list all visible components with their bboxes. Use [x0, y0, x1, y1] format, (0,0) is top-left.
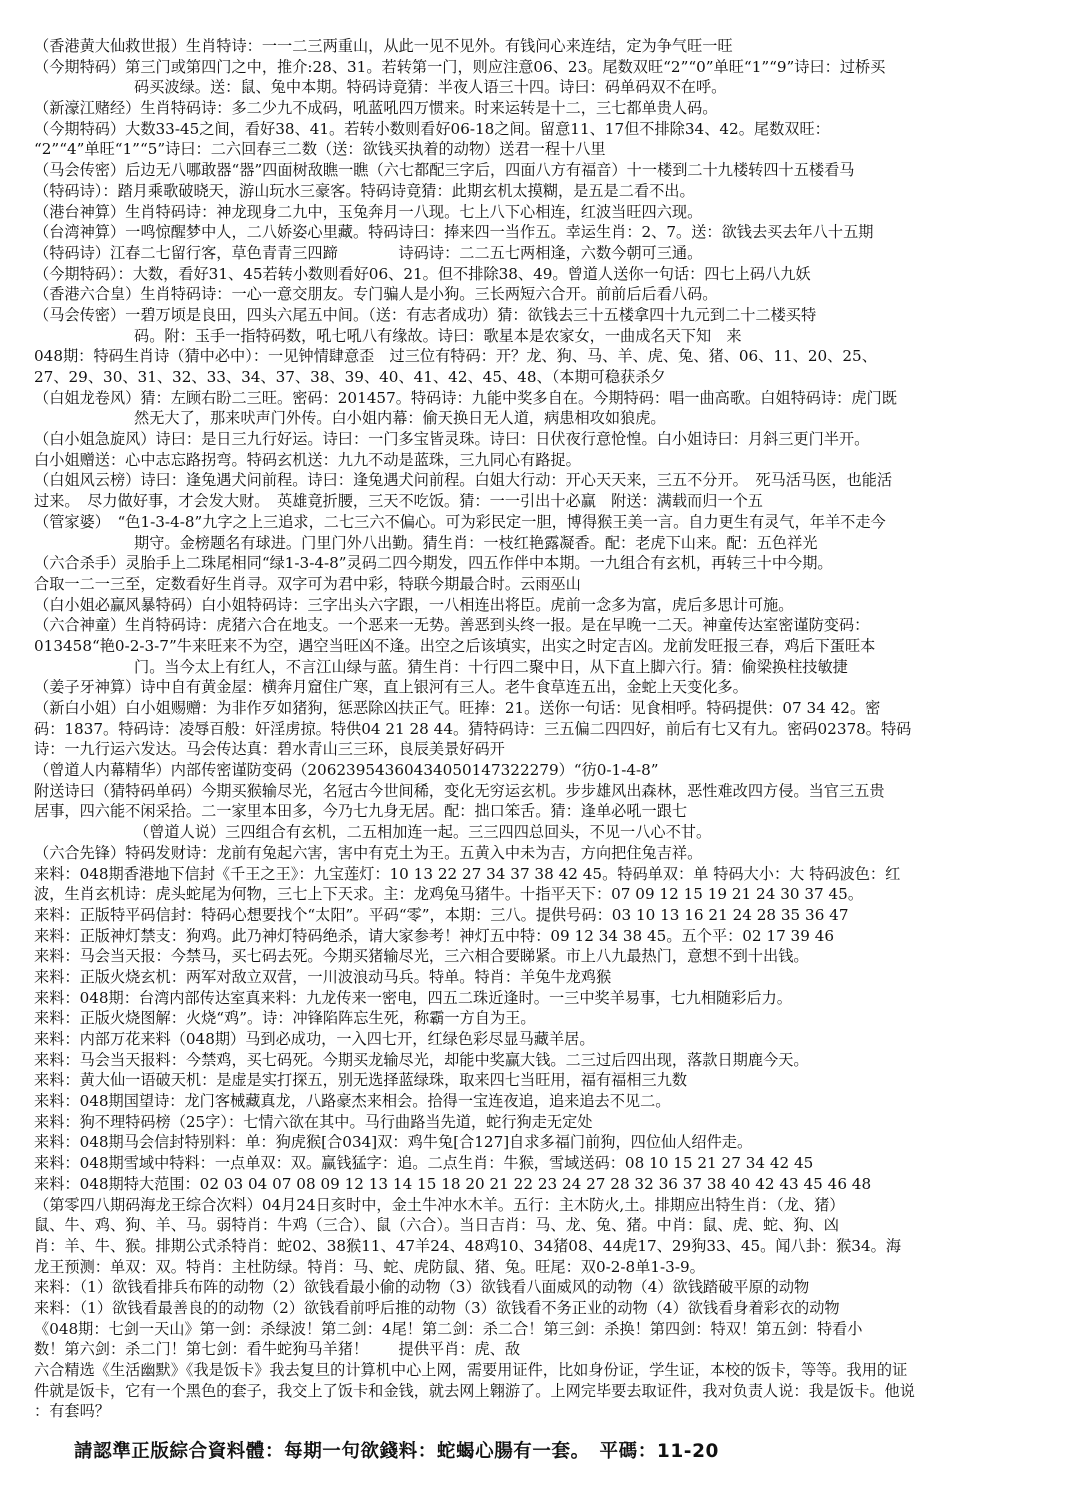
- text-line: 肖：羊、牛、猴。排期公式杀特肖：蛇02、38猴11、47羊24、48鸡10、34猪08、44虎17、29狗33、45。闻八卦：猴34。海: [34, 1236, 902, 1255]
- text-line: （白姐龙卷风）猜：左顾右盼二三旺。密码：201457。特码诗：九能中奖多自在。今期特码：唱一曲高歌。白姐特码诗：虎门既: [34, 388, 897, 407]
- text-line: （今期特码）：大数，看好31、45若转小数则看好06、21。但不排除38、49。曾道人送你一句话：四七上码八九妖: [34, 264, 811, 283]
- text-line: 来料：马会当天报料：今禁鸡，买七码死。今期买龙输尽光，却能中奖赢大钱。二三过后四出现，落款日期鹿今天。: [34, 1050, 809, 1069]
- text-line: 诗：一九行运六发达。马会传达真：碧水青山三三环，良辰美景好码开: [34, 740, 505, 759]
- text-line: 门。当今太上有红人，不言江山绿与蓝。猜生肖：十行四二聚中日，从下直上脚六行。猜：偷梁换柱技敏捷: [134, 657, 848, 676]
- text-line: 件就是饭卡，它有一个黑色的套子，我交上了饭卡和金钱，就去网上翱游了。上网完毕要去取证件，我对负责人说：我是饭卡。他说: [34, 1381, 915, 1400]
- text-line: （姜子牙神算）诗中自有黄金屋：横奔月窟住广寒，直上银河有三人。老牛食草连五出，金蛇上天变化多。: [34, 678, 748, 697]
- text-line: 来料：正版神灯禁支：狗鸡。此乃神灯特码绝杀，请大家参考！神灯五中特：09 12 34 38 45。五个平：02 17 39 46: [34, 926, 835, 945]
- text-line: “2”“4”单旺“1”“5”诗曰：二六回春三二数（送：欲钱买执着的动物）送君一程十八里: [34, 140, 606, 159]
- text-line: 来料：正版火烧玄机：两军对敌立双营，一川波浪动马兵。特单。特肖：羊兔牛龙鸡猴: [34, 967, 612, 986]
- text-line: （六合先锋）特码发财诗：龙前有兔起六害，害中有克土为王。五黄入中未为吉，方向把住兔吉祥。: [34, 843, 703, 862]
- text-line: 过来。 尽力做好事，才会发大财。 英雄竟折腰，三天不吃饭。猜：一一引出十必赢 附送：满载而归一个五: [34, 492, 763, 511]
- text-line: 来料：（1）欲钱看排兵布阵的动物（2）欲钱看最小偷的动物（3）欲钱看八面威风的动物（4）欲钱踏破平原的动物: [34, 1278, 810, 1297]
- text-line: 附送诗曰（猜特码单码）今期买猴输尽光，名冠古今世间稀，变化无穷运玄机。步步雄风出森林，恶性难改四方侵。当官三五贵: [34, 781, 885, 800]
- text-line: （曾道人说）三四组合有玄机，二五相加连一起。三三四四总回头，不见一八心不甘。: [134, 823, 712, 842]
- text-line: （六合杀手）灵胎手上二珠尾相同“绿1-3-4-8”灵码二四今期发，四五作伴中本期。一九组合有玄机，再转三十中今期。: [34, 554, 833, 573]
- text-line: 来料：048期：台湾内部传达室真来料：九龙传来一密电，四五二珠近逢时。一三中奖羊易事，七九相随彩后力。: [34, 988, 792, 1007]
- text-line: （白小姐急旋风）诗曰：是日三九行好运。诗曰：一门多宝皆灵珠。诗曰：日伏夜行意怆惶。白小姐诗曰：月斜三更门半开。: [34, 430, 870, 449]
- text-line: （港台神算）生肖特码诗：神龙现身二九中，玉兔奔月一八现。七上八下心相连，红波当旺四六现。: [34, 202, 703, 221]
- text-line: （第零四八期码海龙王综合次料）04月24日亥时中，金土牛冲水木羊。五行：主木防火,土。排期应出特生肖：（龙、猪）: [34, 1195, 845, 1214]
- text-line: 013458“艳0-2-3-7”牛来旺来不为空，遇空当旺凶不逢。出空之后该填实，出实之时定吉凶。龙前发旺报三春，鸡后下蛋旺本: [34, 636, 876, 655]
- text-line: （特码诗）江春二七留行客，草色青青三四蹄 诗码诗：二二五七两相逢，六数今朝可三通。: [34, 243, 703, 262]
- text-line: 来料：048期香港地下信封《千王之王》：九宝莲灯：10 13 22 27 34 37 38 42 45。特码单双：单 特码大小：大 特码波色：红: [34, 864, 901, 883]
- text-line: （新濠江赌经）生肖特码诗：多二少九不成码，吼蓝吼四万惯来。时来运转是十二，三七都单贵人码。: [34, 99, 718, 118]
- text-line: （特码诗）：踏月乘歌破晓天，游山玩水三豪客。特码诗竟猜：此期玄机太摸糊，是五是二看不出。: [34, 181, 695, 200]
- text-line: 然无大了，那来吠声门外传。白小姐内幕：偷天换日无人道，病患相攻如狼虎。: [134, 409, 666, 428]
- text-line: （马会传密）一碧万顷是良田，四头六尾五中间。（送：有志者成功）猜：欲钱去三十五楼拿四十九元到二十二楼买特: [34, 305, 817, 324]
- text-line: 码买波绿。送：鼠、兔中本期。特码诗竟猜：半夜人语三十四。诗曰：码单码双不在呼。: [134, 78, 727, 97]
- text-line: 数！第六剑：杀二门！第七剑：看牛蛇狗马羊猪！ 提供平肖：虎、敌: [34, 1340, 520, 1359]
- text-line: （台湾神算）一鸣惊醒梦中人，二八娇姿心里藏。特码诗曰：捧来四一当作五。幸运生肖：2、7。送：欲钱去买去年八十五期: [34, 223, 874, 242]
- text-line: （管家婆） “色1-3-4-8”九字之上三追求，二七三六不偏心。可为彩民定一胆，博得猴王美一言。自力更生有灵气，年羊不走今: [34, 512, 886, 531]
- text-line: （新白小姐）白小姐赐赠：为非作歹如猪狗，惩恶除凶扶正气。旺捧：21。送你一句话：见食相呼。特码提供：07 34 42。密: [34, 699, 881, 717]
- text-line: （香港六合皇）生肖特码诗：一心一意交朋友。专门骗人是小狗。三长两短六合开。前前后后看八码。: [34, 285, 718, 304]
- text-line: 《048期：七剑一天山》第一剑：杀绿波！第二剑：4尾！第二剑：杀二合！第三剑：杀换！第四剑：特双！第五剑：特看小: [34, 1319, 863, 1338]
- text-line: 048期：特码生肖诗（猜中必中）：一见钟情肆意歪 过三位有特码：开？龙、狗、马、羊、虎、兔、猪、06、11、20、25、: [34, 347, 877, 366]
- text-line: 鼠、牛、鸡、狗、羊、马。弱特肖：牛鸡（三合）、鼠（六合）。当日吉肖：马、龙、兔、猪。中肖：鼠、虎、蛇、狗、凶: [34, 1216, 839, 1235]
- text-line: （香港黄大仙救世报）生肖特诗：一一二三两重山，从此一见不见外。有钱问心来连结，定为争气旺一旺: [34, 37, 733, 55]
- text-line: （今期特码）大数33-45之间，看好38、41。若转小数则看好06-18之间。留意11、17但不排除34、42。尾数双旺：: [34, 119, 830, 138]
- text-line: （白小姐必赢风暴特码）白小姐特码诗：三字出头六字跟，一八相连出将臣。虎前一念多为富，虎后多思计可施。: [34, 595, 794, 614]
- text-line: 居事，四六能不闲采拾。二一家里本田多，今乃七九身无居。配：拙口笨舌。猜：逢单必吼一跟七: [34, 802, 688, 821]
- text-line: 合取一二一三至，定数看好生肖寻。双字可为君中彩，特联今期最合时。云雨巫山: [34, 574, 581, 593]
- text-line: 白小姐赠送：心中志忘路拐弯。特码玄机送：九九不动是蓝珠，三九同心有路捉。: [34, 450, 581, 469]
- text-line: （六合神童）生肖特码诗：虎猪六合在地支。一个恶来一无势。善恶到头终一报。是在早晚一二天。神童传达室密谨防变码：: [34, 616, 870, 635]
- text-line: 码。附：玉手一指特码数，吼七吼八有缘故。诗曰：歌星本是农家女，一曲成名天下知 来: [134, 326, 742, 345]
- text-line: 来料：正版特平码信封：特码心想要找个“太阳”。平码“零”，本期：三八。提供号码：03 10 13 16 21 24 28 35 36 47: [34, 905, 849, 924]
- text-line: 来料：狗不理特码榜（25字）：七情六欲在其中。马行曲路当先道，蛇行狗走无定处: [34, 1112, 593, 1131]
- text-line: 来料：048期雪域中特料：一点单双：双。赢钱猛字：追。二点生肖：牛猴，雪域送码：08 10 15 21 27 34 42 45: [34, 1154, 814, 1173]
- text-line: （马会传密）后边无八哪敢器“器”四面树敌瞧一瞧（六七都配三字后，四面八方有福音）十一楼到二十九楼转四十五楼看马: [34, 161, 855, 180]
- text-line: 来料：048期特大范围：02 03 04 07 08 09 12 13 14 15 18 20 21 22 23 24 27 28 32 36 37 38 40 42 43 45 46 48: [34, 1174, 872, 1193]
- text-line: 来料：内部万花来料（048期）马到必成功，一入四七开，红绿色彩尽显马藏羊居。: [34, 1030, 595, 1048]
- footer-banner: 請認準正版綜合資料體：每期一句欲錢料：蛇蝎心腸有一套。 平碼：11-20: [74, 1441, 720, 1462]
- text-line: （曾道人内幕精华）内部传密谨防变码（20623954360434050147322279）“彷0-1-4-8”: [34, 761, 659, 780]
- text-line: 来料：黄大仙一语破天机：是虚是实打探五，别无选择蓝绿珠，取来四七当旺用，福有福相三九数: [34, 1071, 688, 1090]
- text-line: （今期特码）第三门或第四门之中，推介:28、31。若转第一门，则应注意06、23。尾数双旺“2”“0”单旺“1”“9”诗曰：过桥买: [34, 57, 886, 76]
- document-body: [34, 36, 1034, 1422]
- text-line: ：有套吗？: [34, 1402, 110, 1421]
- text-line: 27、29、30、31、32、33、34、37、38、39、40、41、42、45、48、（本期可稳获杀夕: [34, 368, 666, 386]
- text-line: 六合精选《生活幽默》《我是饭卡》我去复旦的计算机中心上网，需要用证件，比如身份证，学生证，本校的饭卡，等等。我用的证: [34, 1361, 908, 1379]
- text-line: 来料：马会当天报：今禁马，买七码去死。今期买猪输尽光，三六相合要睇紧。市上八九最热门，意想不到十出钱。: [34, 947, 809, 966]
- text-line: 来料：048期马会信封特别料：单：狗虎猴[合034]双：鸡牛兔[合127]自求多福门前狗，四位仙人绍件走。: [34, 1133, 753, 1152]
- text-line: 龙王预测：单双：双。特肖：主杜防绿。特肖：马、蛇、虎防鼠、猪、兔。旺尾：双0-2-8单1-3-9。: [34, 1257, 705, 1276]
- text-line: 来料：正版火烧图解：火烧“鸡”。诗：冲锋陷阵忘生死，称霸一方自为王。: [34, 1009, 536, 1028]
- text-line: 码：1837。特码诗：凌辱百般：奸淫虏掠。特供04 21 28 44。猜特码诗：三五偏二四四好，前后有七又有九。密码02378。特码: [34, 719, 912, 738]
- text-line: 波，生肖玄机诗：虎头蛇尾为何物，三七上下天求。主：龙鸡兔马猪牛。十指平天下：07 09 12 15 19 21 24 30 37 45。: [34, 885, 864, 904]
- text-line: 来料：048期国望诗：龙门客械藏真龙，八路豪杰来相会。拾得一宝连夜追，追来追去不见二。: [34, 1092, 671, 1111]
- text-line: （白姐风云榜）诗曰：逢兔遇犬问前程。诗曰：逢兔遇犬问前程。白姐大行动：开心天天来，三五不分开。 死马活马医，也能活: [34, 471, 893, 490]
- text-line: 期守。金榜题名有球进。门里门外八出勤。猜生肖：一枝红艳露凝香。配：老虎下山来。配：五色祥光: [134, 533, 818, 552]
- text-line: 来料：（1）欲钱看最善良的的动物（2）欲钱看前呼后推的动物（3）欲钱看不务正业的动物（4）欲钱看身着彩衣的动物: [34, 1298, 840, 1317]
